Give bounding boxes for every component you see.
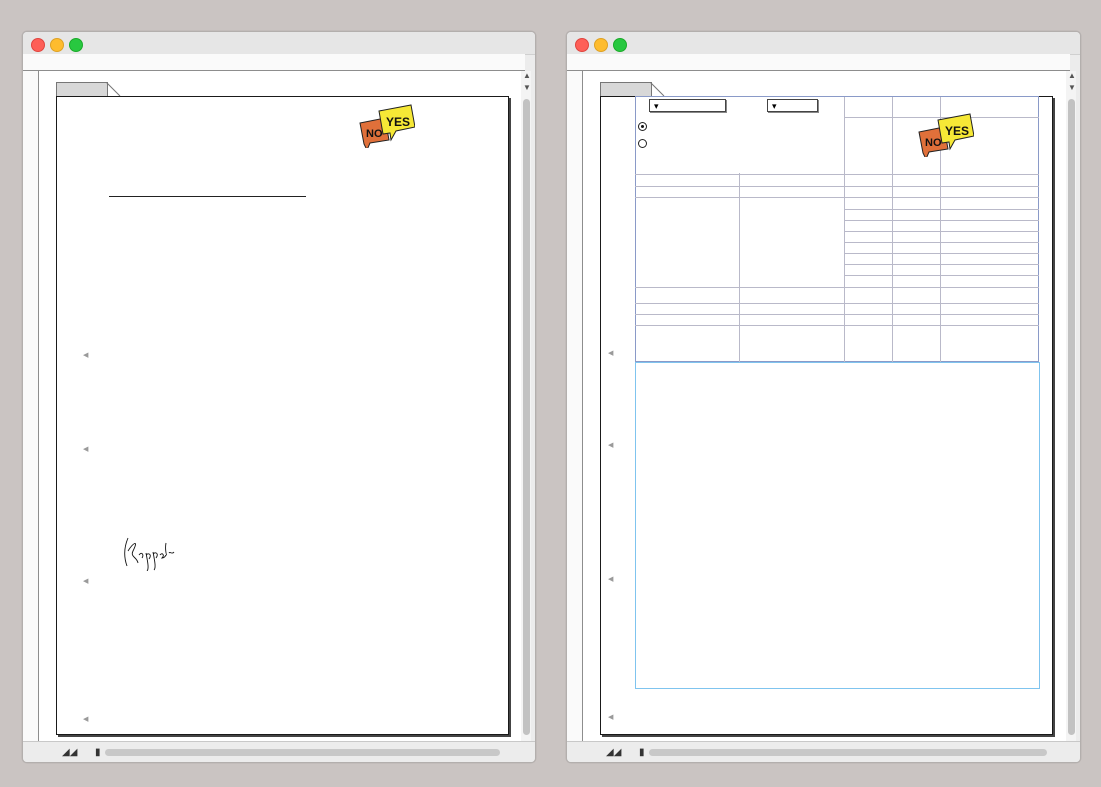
grid-line — [844, 264, 1039, 265]
split-handle-icon[interactable]: ▮ — [639, 747, 645, 758]
page-tab-slope — [106, 82, 122, 97]
right-titlebar[interactable] — [567, 32, 1080, 55]
grid-line — [844, 253, 1039, 254]
ruler-ticks — [39, 54, 525, 70]
status-bar — [23, 741, 535, 762]
logo-no-text: NO — [366, 128, 383, 140]
mountain-zoom-icon[interactable]: ◢◢ — [62, 747, 78, 758]
fold-marker: ◀ — [83, 578, 89, 585]
page-tab[interactable] — [600, 82, 652, 97]
grid-line — [844, 209, 1039, 210]
location-dropdown[interactable]: ▾ — [649, 99, 726, 112]
close-button[interactable] — [575, 38, 589, 52]
page-tab-slope — [650, 82, 666, 97]
logo-yes-text: YES — [386, 115, 411, 129]
body-text-frame[interactable] — [635, 362, 1040, 689]
grid-line — [635, 303, 1039, 304]
fold-marker: ◀ — [83, 352, 89, 359]
left-document-window — [22, 31, 536, 763]
horizontal-scroll-thumb[interactable] — [105, 749, 500, 756]
ruler-ticks — [567, 71, 582, 741]
ruler-ticks — [583, 54, 1070, 70]
scroll-up-arrow[interactable]: ▲ — [523, 71, 531, 80]
grid-line — [635, 197, 1039, 198]
minimize-button[interactable] — [50, 38, 64, 52]
vertical-scrollbar[interactable] — [1066, 71, 1076, 741]
page-tab[interactable] — [56, 82, 108, 97]
grid-line — [844, 242, 1039, 243]
grid-line — [635, 325, 1039, 326]
template-page[interactable] — [600, 96, 1053, 735]
grid-line — [892, 97, 893, 363]
letter-page[interactable] — [56, 96, 509, 735]
zoom-button[interactable] — [69, 38, 83, 52]
left-titlebar[interactable] — [23, 32, 535, 55]
scroll-down-arrow[interactable]: ▼ — [523, 83, 531, 92]
radio-internal[interactable] — [638, 122, 647, 131]
fold-marker: ◀ — [608, 576, 614, 583]
logo-no-text: NO — [925, 137, 942, 149]
minimize-button[interactable] — [594, 38, 608, 52]
horizontal-ruler[interactable] — [583, 54, 1070, 71]
scroll-down-arrow[interactable]: ▼ — [1068, 83, 1076, 92]
document-canvas — [583, 71, 1066, 741]
fold-marker: ◀ — [608, 442, 614, 449]
horizontal-scroll-thumb[interactable] — [649, 749, 1047, 756]
language-dropdown[interactable]: ▾ — [767, 99, 818, 112]
grid-line — [844, 231, 1039, 232]
grid-line — [739, 303, 740, 363]
scroll-up-arrow[interactable]: ▲ — [1068, 71, 1076, 80]
vertical-scrollbar[interactable] — [521, 71, 531, 741]
fold-marker: ◀ — [608, 714, 614, 721]
vertical-scroll-thumb[interactable] — [523, 99, 530, 735]
fold-marker: ◀ — [83, 446, 89, 453]
yes-no-logo-icon — [918, 109, 974, 157]
split-handle-icon[interactable]: ▮ — [95, 747, 101, 758]
right-document-window — [566, 31, 1081, 763]
status-bar — [567, 741, 1080, 762]
vertical-ruler[interactable] — [23, 71, 39, 741]
grid-line — [844, 275, 1039, 276]
document-canvas — [39, 71, 521, 741]
grid-line — [635, 186, 1039, 187]
company-logo — [359, 100, 479, 160]
grid-line — [844, 220, 1039, 221]
ruler-corner — [23, 54, 40, 71]
vertical-scroll-thumb[interactable] — [1068, 99, 1075, 735]
handwritten-signature — [119, 533, 179, 571]
ruler-corner — [567, 54, 584, 71]
return-address — [109, 195, 306, 197]
grid-line — [844, 97, 845, 363]
mountain-zoom-icon[interactable]: ◢◢ — [606, 747, 622, 758]
grid-line — [635, 287, 1039, 288]
company-logo — [918, 109, 1038, 165]
grid-line — [635, 174, 1039, 175]
horizontal-ruler[interactable] — [39, 54, 525, 71]
yes-no-logo-icon — [359, 100, 415, 148]
radio-external[interactable] — [638, 139, 647, 148]
fold-marker: ◀ — [608, 350, 614, 357]
fold-marker: ◀ — [83, 716, 89, 723]
ruler-ticks — [23, 71, 38, 741]
close-button[interactable] — [31, 38, 45, 52]
vertical-ruler[interactable] — [567, 71, 583, 741]
logo-yes-text: YES — [945, 124, 970, 138]
zoom-button[interactable] — [613, 38, 627, 52]
grid-line — [635, 314, 1039, 315]
